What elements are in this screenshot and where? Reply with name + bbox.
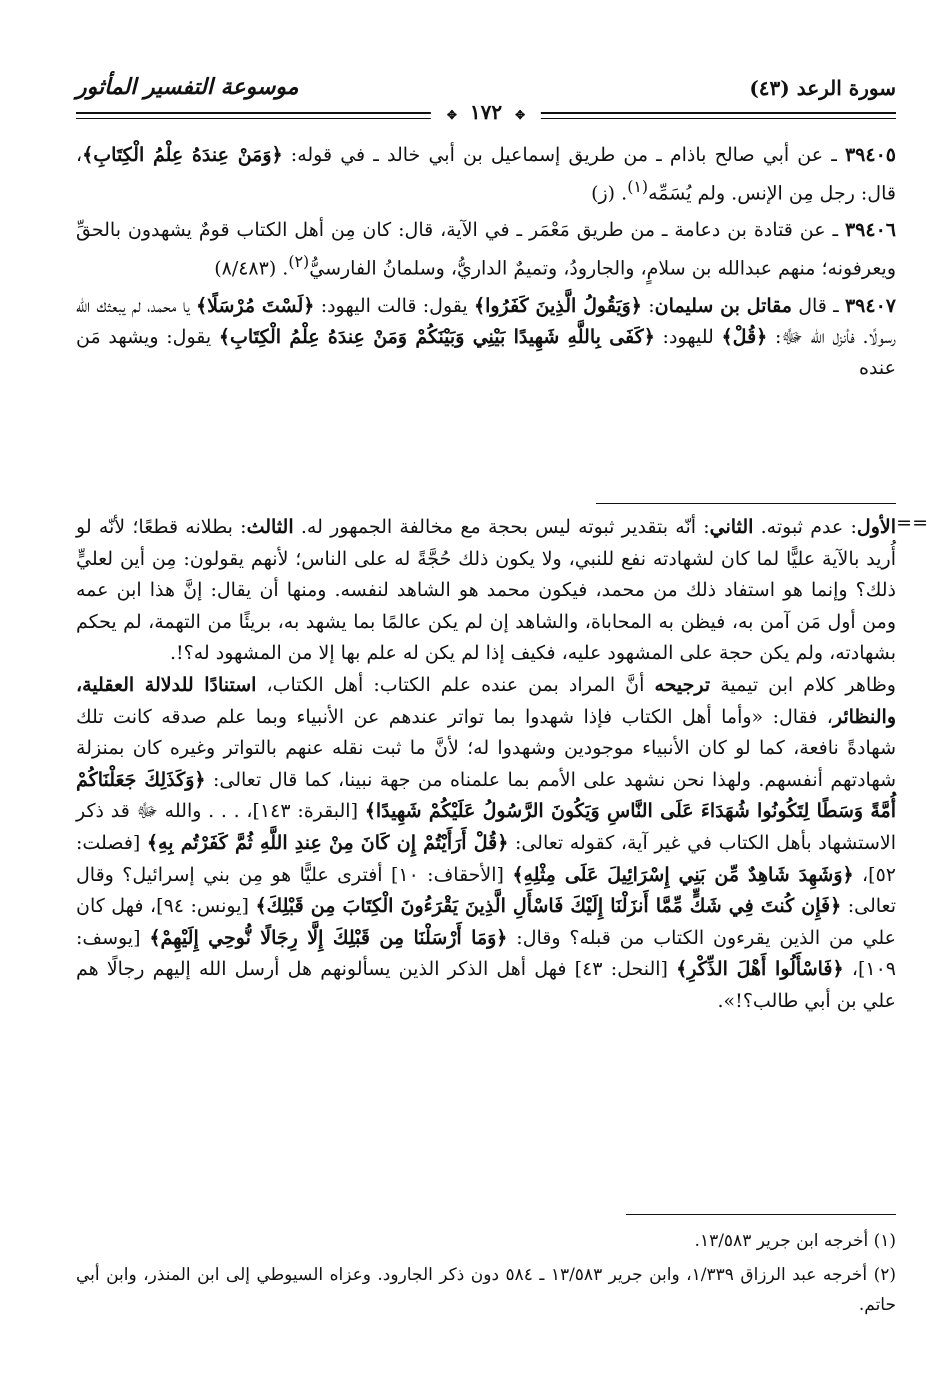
quran-quote: ﴿لَسْتَ مُرْسَلًا﴾ — [196, 294, 315, 317]
page-header — [76, 64, 896, 124]
quran-quote: ﴿فَاسْأَلُوا أَهْلَ الذِّكْرِ﴾ — [676, 958, 844, 981]
book-title: موسوعة التفسير المأثور — [76, 74, 299, 100]
quran-quote: ﴿وَمَا أَرْسَلْنَا مِن قَبْلِكَ إِلَّا رِجَالًا نُّوحِي إِلَيْهِمْ﴾ — [149, 926, 508, 949]
note-marker: == — [896, 512, 928, 534]
main-text — [76, 140, 896, 390]
page-number: ١٧٢ — [469, 100, 503, 124]
quran-quote: ﴿فَإِن كُنتَ فِي شَكٍّ مِّمَّا أَنزَلْنَا إِلَيْكَ فَاسْأَلِ الَّذِينَ يَقْرَءُونَ الْكِتَابَ مِن قَبْلِكَ﴾ — [255, 895, 842, 918]
commentary-note — [76, 512, 928, 1018]
page-number-block — [431, 100, 541, 124]
quran-quote: ﴿كَفَى بِاللَّهِ شَهِيدًا بَيْنِي وَبَيْنَكُمْ وَمَنْ عِندَهُ عِلْمُ الْكِتَابِ﴾ — [218, 325, 655, 348]
quran-quote: ﴿قُلْ﴾ — [721, 325, 768, 348]
entry-number: ٣٩٤٠٦ — [844, 219, 896, 242]
surah-title: سورة الرعد (٤٣) — [749, 76, 896, 100]
quran-quote: ﴿قُلْ أَرَأَيْتُمْ إِن كَانَ مِنْ عِندِ اللَّهِ ثُمَّ كَفَرْتُم بِهِ﴾ — [146, 831, 509, 854]
entry-39405: ٣٩٤٠٥ ـ عن أبي صالح باذام ـ من طريق إسماعيل بن أبي خالد ـ في قوله: ﴿وَمَنْ عِندَهُ عِلْمُ الْكِتَابِ﴾، قال: رجل مِن الإنس. ولم يُسَمِّه$^{(١)}$. (ز) — [76, 144, 896, 205]
entry-number: ٣٩٤٠٥ — [844, 144, 896, 166]
footnote-ref[interactable]: (١) — [627, 177, 649, 196]
footnote-separator — [626, 1214, 896, 1215]
ornament-left-icon: ✥ — [446, 108, 457, 122]
ornament-right-icon: ✥ — [515, 108, 526, 122]
entry-39407: ٣٩٤٠٧ ـ قال مقاتل بن سليمان: ﴿وَيَقُولُ الَّذِينَ كَفَرُوا﴾ يقول: قالت اليهود: ﴿لَسْتَ مُرْسَلًا﴾ يا محمد، لم يبعثك الله رسولًا. فأنزل الله ﷻ: ﴿قُلْ﴾ لليهود: ﴿كَفَى بِاللَّهِ شَهِيدًا بَيْنِي وَبَيْنَكُمْ وَمَنْ عِندَهُ عِلْمُ الْكِتَابِ﴾ يقول: ويشهد مَن عنده — [76, 294, 897, 379]
footnote-1: (١) أخرجه ابن جرير ١٣/٥٨٣. — [694, 1231, 896, 1251]
note-paragraph-2: وظاهر كلام ابن تيمية ترجيحه أنَّ المراد بمن عنده علم الكتاب: أهل الكتاب، استنادًا للدلالة العقلية، والنظائر، فقال: «وأما أهل الكتاب فإذا شهدوا بما تواتر عندهم عن الأنبياء وبما علم صدقه كانت تلك شهادةً نافعة، كما لو كان الأنبياء موجودين وشهدوا له؛ لأنَّ ما ثبت نقله عنهم بالتواتر وغيره كان بمنزلة شهادتهم أنفسهم. ولهذا نحن نشهد على الأمم بما علمناه من جهة نبينا، كما قال تعالى: ﴿وَكَذَلِكَ جَعَلْنَاكُمْ أُمَّةً وَسَطًا لِتَكُونُوا شُهَدَاءَ عَلَى النَّاسِ وَيَكُونَ الرَّسُولُ عَلَيْكُمْ شَهِيدًا﴾ [البقرة: ١٤٣]، . . . والله ﷻ قد ذكر الاستشهاد بأهل الكتاب في غير آية، كقوله تعالى: ﴿قُلْ أَرَأَيْتُمْ إِن كَانَ مِنْ عِندِ اللَّهِ ثُمَّ كَفَرْتُم بِهِ﴾ [فصلت: ٥٢]، ﴿وَشَهِدَ شَاهِدٌ مِّن بَنِي إِسْرَائِيلَ عَلَى مِثْلِهِ﴾ [الأحقاف: ١٠] أفترى عليًّا هو مِن بني إسرائيل؟ وقال تعالى: ﴿فَإِن كُنتَ فِي شَكٍّ مِّمَّا أَنزَلْنَا إِلَيْكَ فَاسْأَلِ الَّذِينَ يَقْرَءُونَ الْكِتَابَ مِن قَبْلِكَ﴾ [يونس: ٩٤]، فهل كان علي من الذين يقرءون الكتاب من قبله؟ وقال: ﴿وَمَا أَرْسَلْنَا مِن قَبْلِكَ إِلَّا رِجَالًا نُّوحِي إِلَيْهِمْ﴾ [يوسف: ١٠٩]، ﴿فَاسْأَلُوا أَهْلَ الذِّكْرِ﴾ [النحل: ٤٣] فهل أهل الذكر الذين يسألونهم هل أرسل الله إليهم رجالًا هم علي بن أبي طالب؟!». — [76, 673, 896, 1012]
narrator-name: مقاتل بن سليمان — [654, 294, 792, 317]
footnotes — [76, 1226, 896, 1324]
quran-quote: ﴿وَكَذَلِكَ جَعَلْنَاكُمْ أُمَّةً وَسَطًا لِتَكُونُوا شُهَدَاءَ عَلَى النَّاسِ وَيَكُونَ الرَّسُولُ عَلَيْكُمْ شَهِيدًا﴾ — [76, 768, 896, 823]
entry-39406: ٣٩٤٠٦ ـ عن قتادة بن دعامة ـ من طريق مَعْمَر ـ في الآية، قال: كان مِن أهل الكتاب قومٌ يشهدون بالحقِّ ويعرفونه؛ منهم عبدالله بن سلامٍ، والجارودُ، وتميمٌ الداريُّ، وسلمانُ الفارسيُّ$^{(٢)}$. (٨/٤٨٣) — [76, 219, 896, 280]
note-paragraph-1: الأول: عدم ثبوته. الثاني: أنّه بتقدير ثبوته ليس بحجة مع مخالفة الجمهور له. الثالث: بطلانه قطعًا؛ لأنّه لو أُريد بالآية عليًّا لما كان لشهادته نفع للنبي، ولا يكون ذلك حُجَّةً له على الناس؛ لأنهم يقولون: مِن أين لعليٍّ ذلك؟ وإنما هو استفاد ذلك من محمد، فيكون محمد هو الشاهد لنفسه. ومنها أن يقال: إنَّ هذا ابن عمه ومن أول مَن آمن به، فيظن به المحاباة، والشاهد إن لم يكن عالمًا بما يشهد به، بريئًا من التهمة، لم يحكم بشهادته، ولم يكن حجة على المشهود عليه، فكيف إذا لم يكن له علم بها إلا من المشهود له؟!. — [76, 516, 897, 665]
footnote-2: (٢) أخرجه عبد الرزاق ١/٣٣٩، وابن جرير ١٣/٥٨٣ ـ ٥٨٤ دون ذكر الجارود. وعزاه السيوطي إلى ابن المنذر، وابن أبي حاتم. — [76, 1265, 896, 1315]
footnote-ref[interactable]: (٢) — [288, 252, 310, 272]
quran-quote: ﴿وَيَقُولُ الَّذِينَ كَفَرُوا﴾ — [473, 294, 642, 317]
separator-rule — [596, 503, 896, 504]
quran-quote: ﴿وَشَهِدَ شَاهِدٌ مِّن بَنِي إِسْرَائِيلَ عَلَى مِثْلِهِ﴾ — [512, 863, 854, 886]
quran-quote: ﴿وَمَنْ عِندَهُ عِلْمُ الْكِتَابِ﴾ — [82, 144, 283, 166]
entry-number: ٣٩٤٠٧ — [844, 294, 896, 317]
